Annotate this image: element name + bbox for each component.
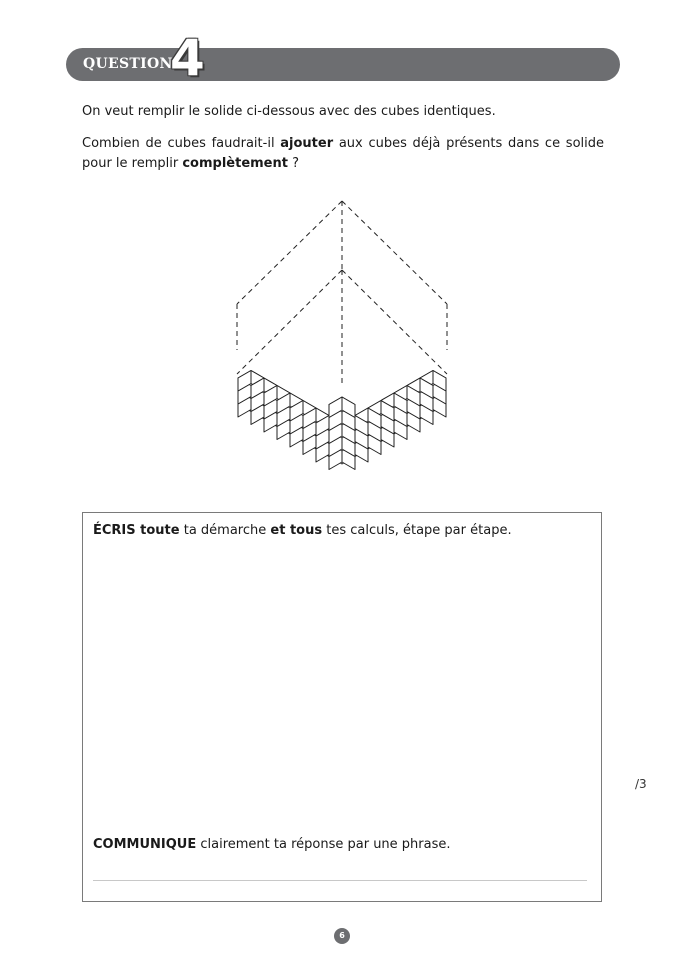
question-part-1: Combien de cubes faudrait-il bbox=[82, 136, 281, 151]
question-part-2: aux cubes déjà présents dans ce solide pour le remplir bbox=[82, 136, 604, 171]
ecris-text-2: tes calculs, étape par étape. bbox=[322, 523, 512, 538]
dashed-outline bbox=[237, 201, 447, 385]
ecris-text-1: ta démarche bbox=[179, 523, 271, 538]
intro-text: On veut remplir le solide ci-dessous avec des cubes identiques. bbox=[82, 104, 496, 119]
answer-box[interactable] bbox=[82, 512, 602, 902]
communique-instruction bbox=[93, 836, 451, 854]
question-bold-completement: complètement bbox=[182, 156, 288, 171]
question-text bbox=[82, 134, 604, 174]
page-number: 6 bbox=[334, 928, 350, 944]
answer-line[interactable] bbox=[93, 880, 587, 881]
cubes bbox=[238, 371, 446, 470]
question-part-3: ? bbox=[287, 156, 300, 171]
question-bold-ajouter: ajouter bbox=[280, 136, 334, 151]
communique-bold: COMMUNIQUE bbox=[93, 837, 197, 852]
ecris-bold-2: et tous bbox=[270, 523, 323, 538]
communique-text: clairement ta réponse par une phrase. bbox=[196, 837, 451, 852]
question-number: 4 bbox=[170, 29, 205, 87]
question-label: QUESTION bbox=[83, 56, 173, 72]
score-marker: /3 bbox=[635, 777, 647, 791]
ecris-instruction bbox=[93, 522, 512, 540]
isometric-solid-figure bbox=[230, 195, 455, 485]
ecris-bold-1: ÉCRIS toute bbox=[93, 523, 180, 538]
